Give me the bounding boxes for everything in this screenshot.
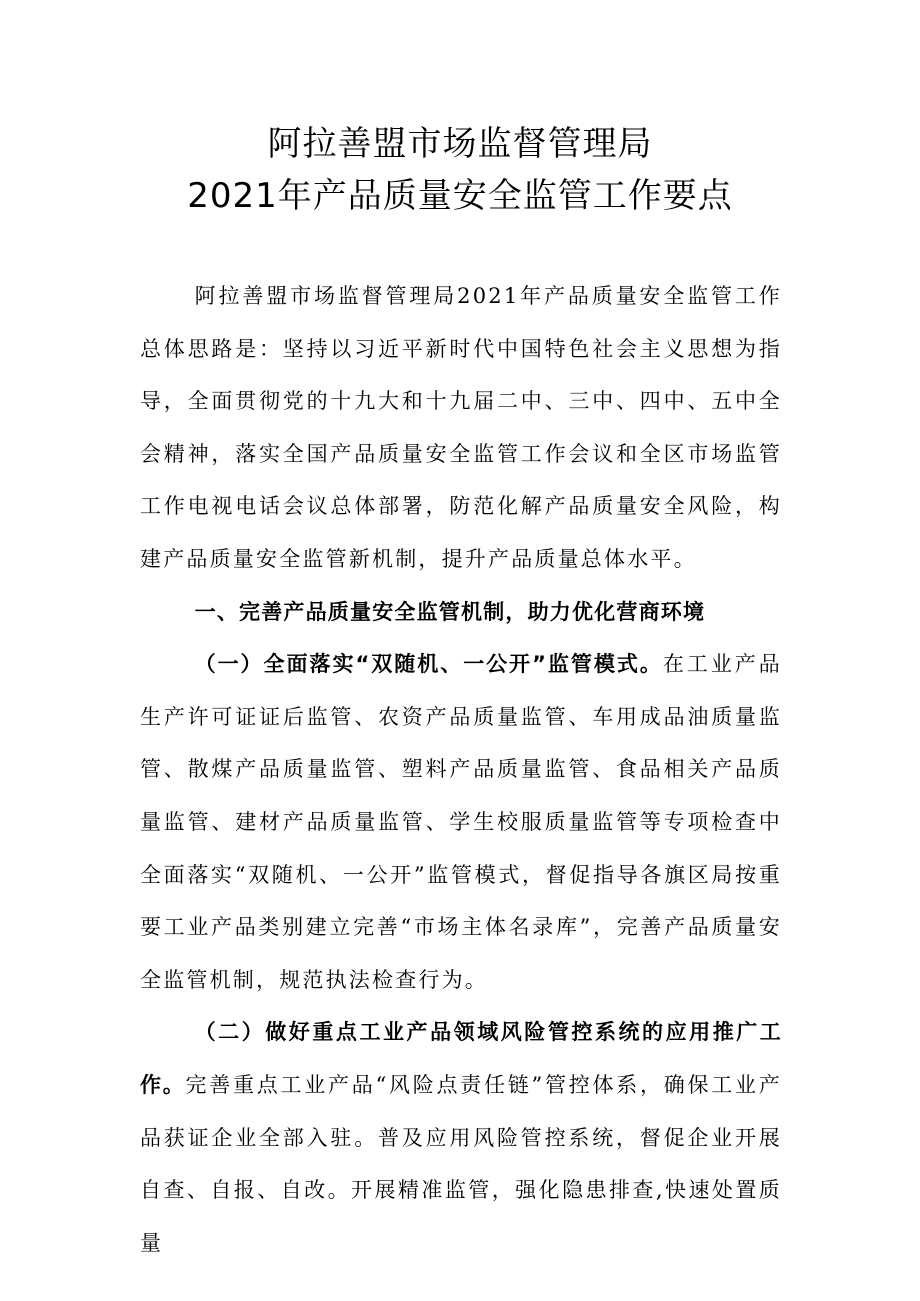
document-body	[140, 270, 782, 1269]
item1-body: 在工业产品生产许可证证后监管、农资产品质量监管、车用成品油质量监管、散煤产品质量监管、塑料产品质量监管、食品相关产品质量监管、建材产品质量监管、学生校服质量监管等专项检查中全面落实“双随机、一公开”监管模式，督促指导各旗区局按重要工业产品类别建立完善“市场主体名录库”，完善产品质量安全监管机制，规范执法检查行为。	[140, 652, 782, 992]
item2-paragraph	[140, 1006, 782, 1269]
item1-heading: （一）全面落实“双随机、一公开”监管模式。	[194, 652, 663, 677]
item2-body: 完善重点工业产品“风险点责任链”管控体系，确保工业产品获证企业全部入驻。普及应用风险管控系统，督促企业开展自查、自报、自改。开展精准监管，强化隐患排查,快速处置质量	[140, 1072, 783, 1255]
intro-paragraph: 阿拉善盟市场监督管理局2021年产品质量安全监管工作总体思路是：坚持以习近平新时代中国特色社会主义思想为指导，全面贯彻党的十九大和十九届二中、三中、四中、五中全会精神，落实全国产品质量安全监管工作会议和全区市场监管工作电视电话会议总体部署，防范化解产品质量安全风险，构建产品质量安全监管新机制，提升产品质量总体水平。	[140, 284, 782, 571]
item1-paragraph	[140, 638, 782, 1006]
section1-heading: 一、完善产品质量安全监管机制，助力优化营商环境	[194, 599, 706, 624]
item2-heading: （二）做好重点工业产品领域风险管控系统的应用推广工作。	[140, 1020, 782, 1097]
document-title-line2: 2021年产品质量安全监管工作要点	[187, 176, 733, 216]
document-title-line1: 阿拉善盟市场监督管理局	[267, 124, 653, 164]
